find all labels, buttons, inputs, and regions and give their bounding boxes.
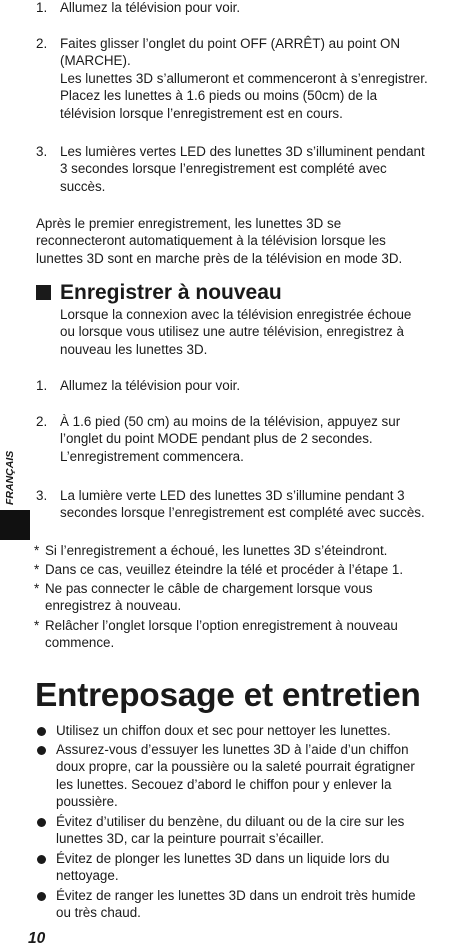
note-item (34, 617, 452, 652)
bullet-line: poussière. (56, 794, 118, 810)
bullet-icon (37, 855, 46, 864)
note-item (34, 580, 452, 615)
language-tab-label: FRANÇAIS (4, 450, 16, 505)
storage-bullet (36, 741, 452, 811)
bullet-line: Assurez-vous d’essuyer les lunettes 3D à l’aide d’un chiffon (56, 742, 409, 757)
step-text-line: Les lumières vertes LED des lunettes 3D s’illuminent pendant (60, 144, 425, 159)
note-item (34, 561, 452, 578)
bullet-line: lunettes 3D, car la peinture pourrait s’écailler. (56, 831, 324, 847)
bullet-line: ou très chaud. (56, 905, 141, 921)
step-number: 1. (36, 378, 48, 393)
bullet-line: Évitez d’utiliser du benzène, du diluant ou de la cire sur les (56, 814, 405, 829)
pairing-step-1 (36, 0, 452, 16)
storage-bullet (36, 813, 452, 848)
storage-title: Entreposage et entretien (35, 677, 421, 714)
reregister-step-3 (36, 487, 452, 522)
note-line: enregistrez à nouveau. (45, 598, 182, 614)
asterisk-marker: * (34, 562, 40, 577)
language-tab-marker (0, 510, 30, 540)
bullet-icon (37, 746, 46, 755)
storage-bullet (36, 850, 452, 885)
step-number: 2. (36, 36, 48, 51)
reregister-heading (36, 280, 282, 306)
step-number: 3. (36, 144, 48, 159)
paragraph-line: Après le premier enregistrement, les lunettes 3D se (36, 216, 342, 231)
bullet-icon (37, 818, 46, 827)
reregister-step-1 (36, 377, 452, 394)
storage-bullet (36, 722, 452, 739)
page-number: 10 (28, 930, 46, 947)
step-text-line: La lumière verte LED des lunettes 3D s’illumine pendant 3 (60, 488, 405, 503)
step-number: 3. (36, 488, 48, 503)
step-text-line: L’enregistrement commencera. (60, 448, 244, 464)
step-text-line: Allumez la télévision pour voir. (60, 378, 241, 393)
step-text-line: télévision lorsque l’enregistrement est en cours. (60, 105, 343, 121)
note-line: commence. (45, 635, 115, 651)
bullet-line: Utilisez un chiffon doux et sec pour nettoyer les lunettes. (56, 723, 391, 738)
note-line: Relâcher l’onglet lorsque l’option enregistrement à nouveau (45, 618, 398, 633)
note-item (34, 542, 452, 559)
paragraph-line: ou lorsque vous utilisez une autre télévision, enregistrez à (60, 324, 404, 340)
step-text-line: Faites glisser l’onglet du point OFF (ARRÊT) au point ON (60, 36, 401, 51)
bullet-line: Évitez de ranger les lunettes 3D dans un endroit très humide (56, 888, 416, 903)
bullet-line: les lunettes. Secouez d’abord le chiffon pour y enlever la (56, 776, 392, 792)
note-line: Ne pas connecter le câble de chargement lorsque vous (45, 581, 373, 596)
note-line: Si l’enregistrement a échoué, les lunettes 3D s’éteindront. (45, 543, 388, 558)
step-text-line: succès. (60, 178, 106, 194)
step-text-line: Placez les lunettes à 1.6 pieds ou moins (50cm) de la (60, 88, 378, 104)
storage-bullet (36, 887, 452, 922)
asterisk-marker: * (34, 581, 40, 596)
bullet-line: nettoyage. (56, 868, 119, 884)
paragraph-line: reconnecteront automatiquement à la télévision lorsque les (36, 233, 386, 249)
after-pairing-paragraph (36, 215, 452, 267)
paragraph-line: lunettes 3D sont en marche près de la télévision en mode 3D. (36, 250, 403, 266)
step-text-line: secondes lorsque l’enregistrement est complété avec succès. (60, 505, 425, 521)
bullet-icon (37, 892, 46, 901)
reregister-step-2 (36, 413, 452, 465)
pairing-step-3 (36, 143, 452, 195)
step-text-line: l’onglet du point MODE pendant plus de 2 secondes. (60, 431, 373, 447)
bullet-icon (37, 727, 46, 736)
step-number: 2. (36, 414, 48, 429)
step-text-line: 3 secondes lorsque l’enregistrement est complété avec (60, 161, 387, 177)
step-text-line: Les lunettes 3D s’allumeront et commenceront à s’enregistrer. (60, 70, 428, 86)
asterisk-marker: * (34, 618, 40, 633)
bullet-line: doux propre, car la poussière ou la saleté pourrait égratigner (56, 759, 415, 775)
step-text-line: À 1.6 pied (50 cm) au moins de la télévision, appuyez sur (60, 414, 401, 429)
reregister-intro (60, 306, 452, 358)
reregister-title: Enregistrer à nouveau (60, 281, 282, 304)
step-number: 1. (36, 0, 48, 15)
square-bullet-icon (36, 285, 51, 300)
step-text-line: (MARCHE). (60, 53, 131, 69)
paragraph-line: Lorsque la connexion avec la télévision enregistrée échoue (60, 307, 412, 322)
bullet-line: Évitez de plonger les lunettes 3D dans un liquide lors du (56, 851, 390, 866)
step-text-line: Allumez la télévision pour voir. (60, 0, 241, 15)
note-line: Dans ce cas, veuillez éteindre la télé et procéder à l’étape 1. (45, 562, 404, 577)
asterisk-marker: * (34, 543, 40, 558)
paragraph-line: nouveau les lunettes 3D. (60, 341, 208, 357)
pairing-step-2 (36, 35, 452, 122)
